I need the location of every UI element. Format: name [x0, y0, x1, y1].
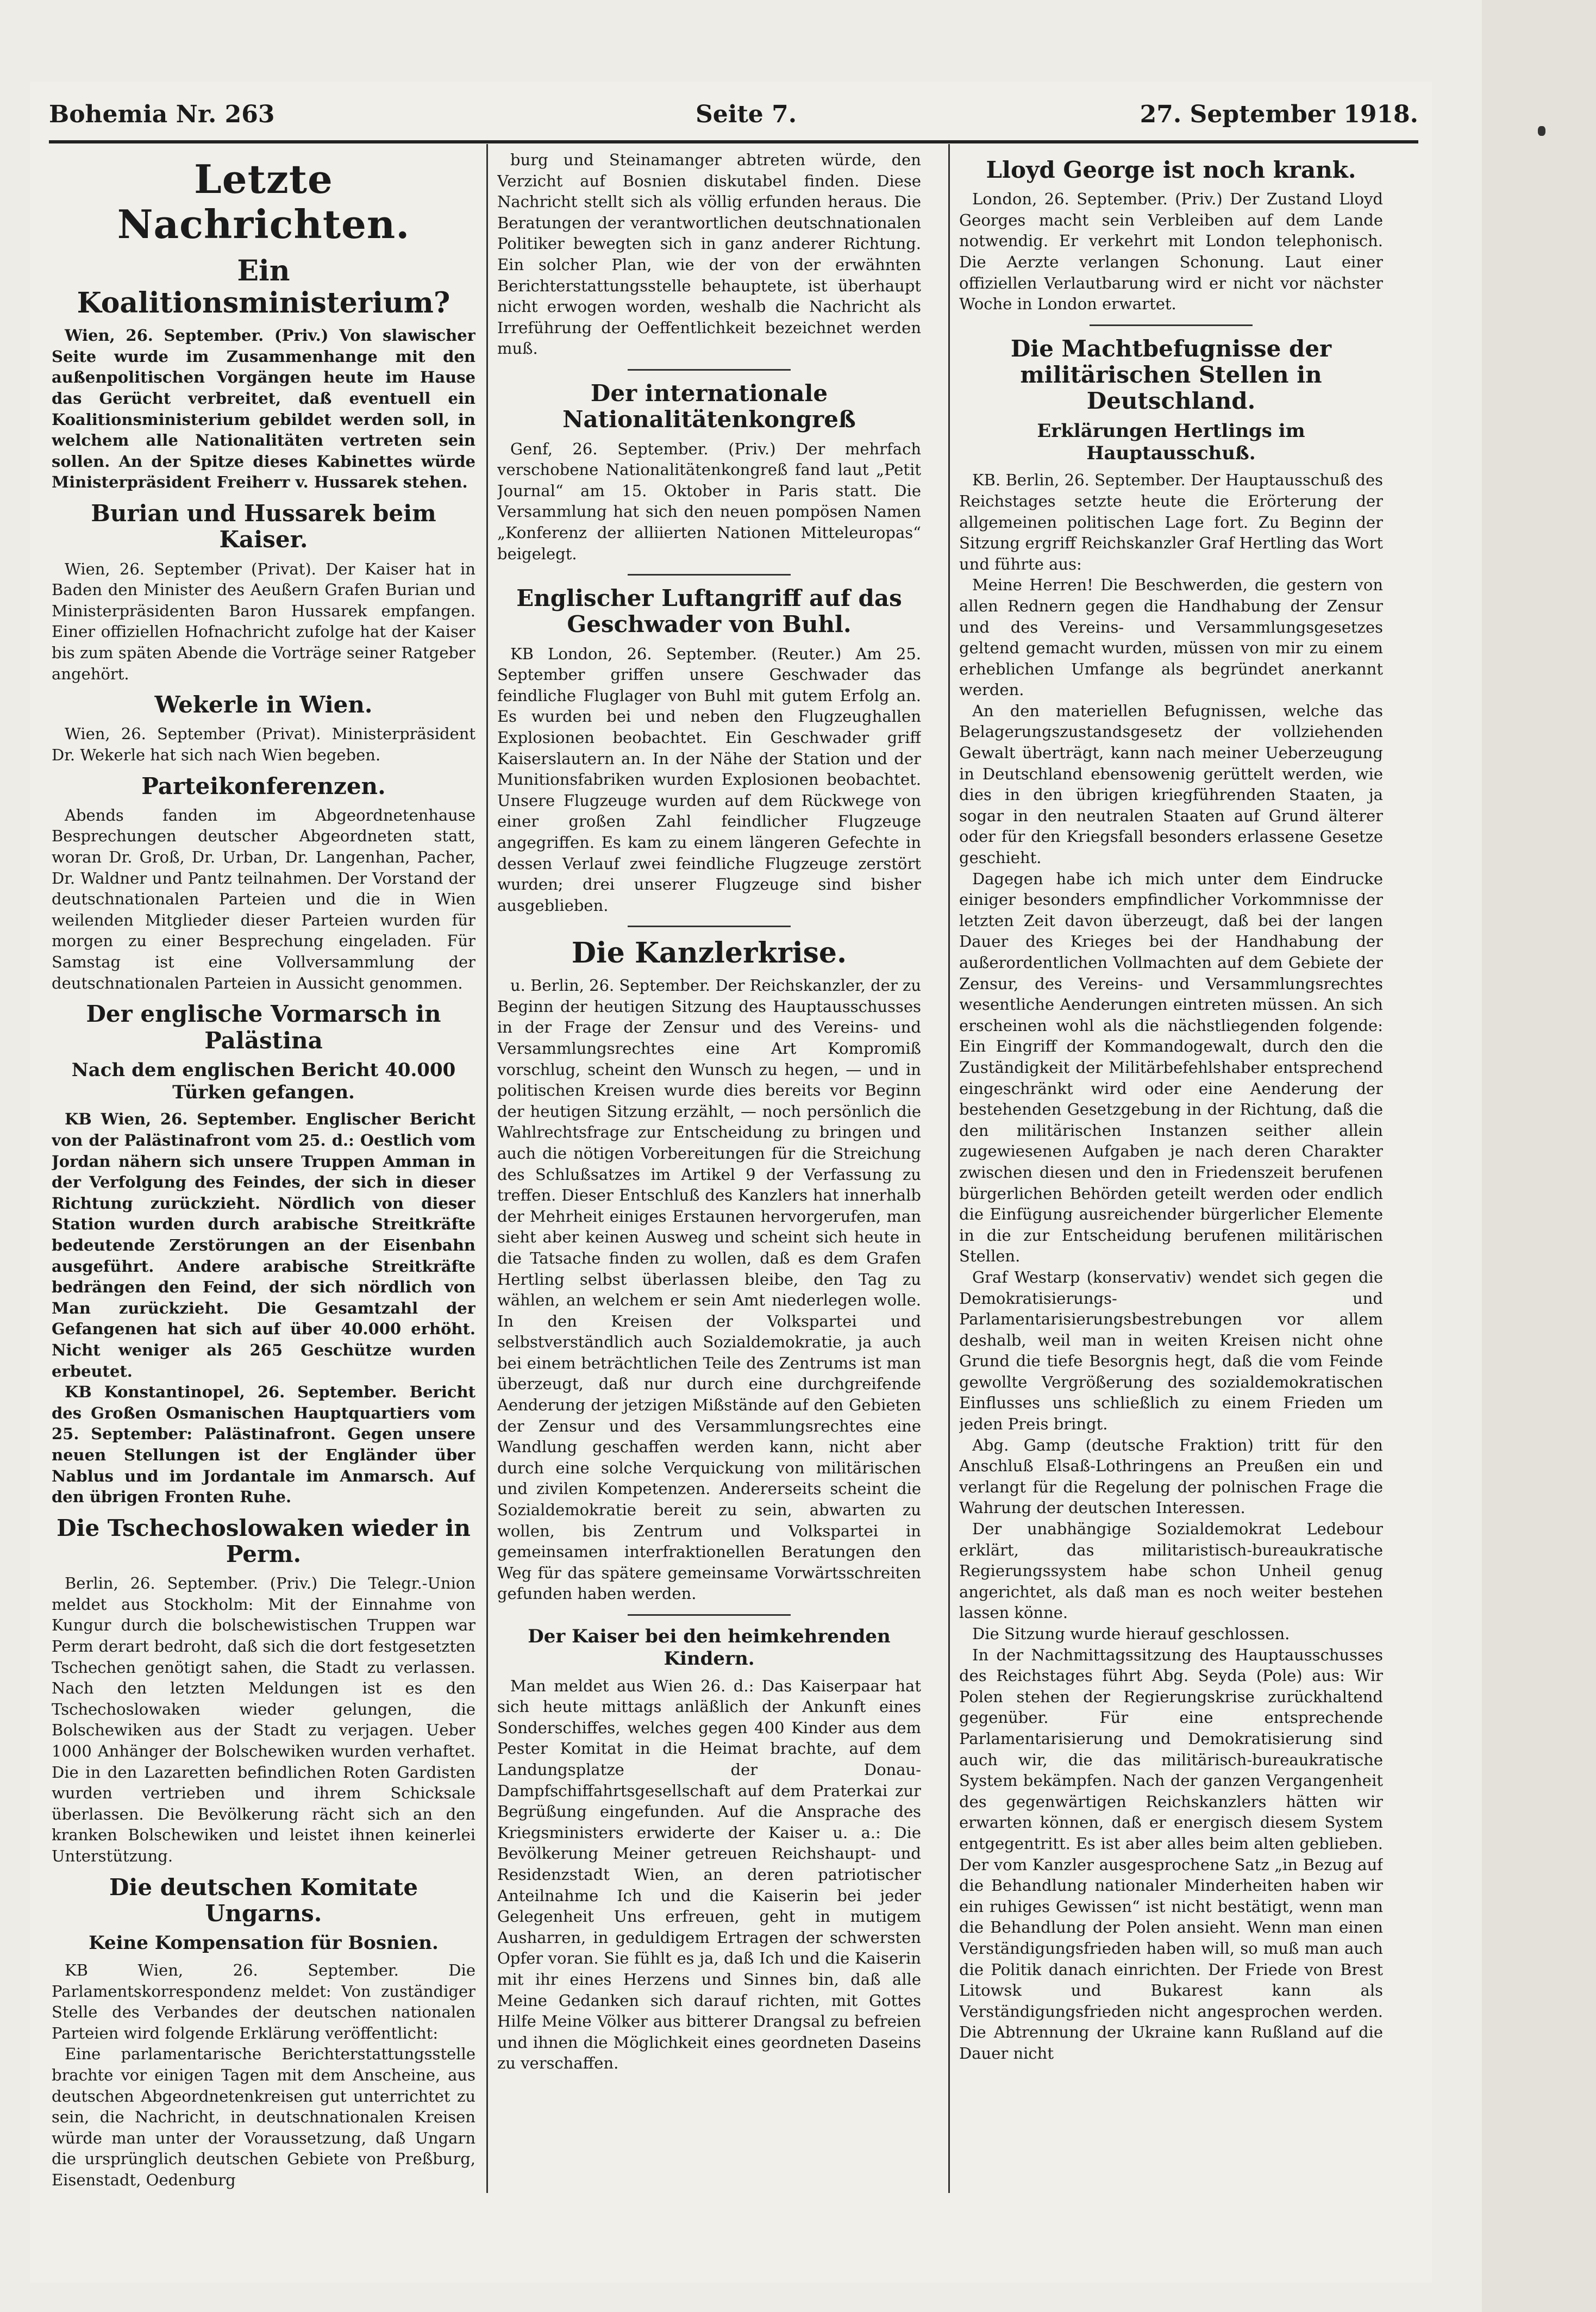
article-headline: Wekerle in Wien.: [154, 691, 373, 718]
header-rule: [49, 140, 1418, 143]
article-subheadline: Erklärungen Hertlings im Hauptausschuß.: [1037, 420, 1305, 464]
header-page-number: Seite 7.: [696, 101, 797, 128]
article-headline: Der englische Vormarsch in Palästina: [86, 1001, 441, 1054]
article-separator: [628, 1614, 791, 1616]
article-headline: Die Machtbefugnisse der militärischen Stellen in Deutschland.: [1010, 335, 1332, 415]
column-3: [959, 149, 1383, 2193]
article-headline: Der internationale Nationalitätenkongreß: [562, 379, 856, 433]
article-headline: Die deutschen Komitate Ungarns.: [109, 1873, 418, 1927]
article-lead-headline: Der Kaiser bei den heimkehrenden Kindern.: [528, 1626, 891, 1670]
article-subheadline: Keine Kompensation für Bosnien.: [89, 1932, 439, 1954]
article-separator: [628, 369, 791, 371]
ink-spot: [1538, 126, 1545, 136]
column-1: [52, 149, 475, 2193]
article-headline: Englischer Luftangriff auf das Geschwader von Buhl.: [516, 585, 902, 638]
article-headline: Lloyd George ist noch krank.: [986, 157, 1356, 183]
article-body: u. Berlin, 26. September. Der Reichskanzler, der zu Beginn der heutigen Sitzung des Hauptausschusses in der Frage der Zensur und des Vereins- und Versammlungsrechtes eine Art Kompromiß vorschlug, scheint den Wunsch zu hegen, — und in politischen Kreisen wurde dies bereits vor Beginn der heutigen Sitzung erzählt, — noch persönlich die Wahlrechtsfrage zur Entscheidung zu bringen und auch die nötigen Vorbereitungen für die Streichung des Schlußsatzes im Artikel 9 der Verfassung zu treffen. Dieser Entschluß des Kanzlers hat innerhalb der Mehrheit einiges Erstaunen hervorgerufen, man sieht aber keinen Ausweg und scheint sich heute in die Tatsache finden zu wollen, daß es dem Grafen Hertling selbst überlassen bleibe, den Tag zu wählen, an welchem er sein Amt niederlegen wolle. In den Kreisen der Volkspartei und selbstverständlich auch Sozialdemokratie, ja auch bei einem beträchtlichen Teile des Zentrums ist man überzeugt, daß nur durch eine durchgreifende Aenderung der jetzigen Mißstände auf den Gebieten der Zensur und des Versammlungsrechtes eine Wandlung geschaffen werden kann, nicht aber durch eine solche Verquickung von militärischen und zivilen Kompetenzen. Andererseits scheint die Sozialdemokratie bereit zu sein, abwarten zu wollen, bis Zentrum und Volkspartei in gemeinsamen interfraktionellen Beratungen den Weg für das spätere gemeinsame Vorwärtsschreiten gefunden haben werden.: [497, 976, 921, 1603]
article-body: Genf, 26. September. (Priv.) Der mehrfach verschobene Nationalitätenkongreß fand laut „Petit Journal“ am 15. Oktober in Paris statt. Die Versammlung hat sich den neuen pompösen Namen „Konferenz der alliierten Nationen Mitteleuropas“ beigelegt.: [497, 439, 921, 563]
article-body: Man meldet aus Wien 26. d.: Das Kaiserpaar hat sich heute mittags anläßlich der Ankunft eines Sonderschiffes, welches gegen 400 Kinder aus dem Pester Komitat in die Heimat brachte, auf dem Landungsplatze der Donau-Dampfschiffahrtsgesellschaft auf dem Praterkai zur Begrüßung eingefunden. Auf die Ansprache des Kriegsministers erwiderte der Kaiser u. a.: Die Bevölkerung Meiner getreuen Reichshaupt- und Residenzstadt Wien, an deren patriotischer Anteilnahme Ich und die Kaiserin bei jeder Gelegenheit Uns erfreuen, geht in mutigem Ausharren, in geduldigem Ertragen der schwersten Opfer voran. Sie fühlt es ja, daß Ich und die Kaiserin mit ihr eines Herzens und Sinnes bin, daß alle Meine Gedanken sich darauf richten, mit Gottes Hilfe Meine Völker aus bitterer Drangsal zu befreien und ihnen die Möglichkeit eines geordneten Daseins zu verschaffen.: [497, 1676, 921, 2073]
article-headline: Parteikonferenzen.: [141, 772, 386, 799]
article-body: Wien, 26. September (Privat). Der Kaiser hat in Baden den Minister des Aeußern Grafen Burian und Ministerpräsidenten Baron Hussarek empfangen. Einer offiziellen Hofnachricht zufolge hat der Kaiser bis zum späten Abende die Vorträge seiner Ratgeber angehört.: [52, 559, 475, 683]
article-body: Wien, 26. September (Privat). Ministerpräsident Dr. Wekerle hat sich nach Wien begeben.: [52, 724, 475, 764]
article-separator: [1090, 324, 1253, 326]
article-separator: [628, 926, 791, 927]
article-body: KB London, 26. September. (Reuter.) Am 25. September griffen unsere Geschwader das feindliche Fluglager von Buhl mit gutem Erfolg an. Es wurden bei und neben den Flugzeughallen Explosionen beobachtet. Ein Geschwader griff Kaiserslautern an. In der Nähe der Station und der Munitionsfabriken wurden Explosionen beobachtet. Unsere Flugzeuge wurden auf dem Rückwege von einer großen Zahl feindlicher Flugzeuge angegriffen. Es kam zu einem längeren Gefechte in dessen Verlauf zwei feindliche Flugzeuge zerstört wurden; drei unserer Flugzeuge sind bisher ausgeblieben.: [497, 644, 921, 915]
column-rule-2: [948, 144, 950, 2193]
masthead-title: Letzte Nachrichten.: [117, 156, 410, 247]
article-headline: Die Tschechoslowaken wieder in Perm.: [57, 1514, 471, 1567]
article-subheadline: Nach dem englischen Bericht 40.000 Türken gefangen.: [71, 1059, 456, 1103]
article-separator: [628, 574, 791, 576]
page-header: [49, 95, 1418, 133]
article-continuation: burg und Steinamanger abtreten würde, den Verzicht auf Bosnien diskutabel finden. Diese Nachricht stellt sich als völlig erfunden heraus. Die Beratungen der verantwortlichen deutschnationalen Politiker bewegten sich in ganz anderer Richtung. Ein solcher Plan, wie der von der erwähnten Berichterstattungsstelle behauptete, ist überhaupt nicht erwogen worden, weshalb die Nachricht als Irreführung der Oeffentlichkeit bezeichnet werden muß.: [497, 151, 921, 358]
article-headline: Ein Koalitionsministerium?: [77, 254, 450, 320]
article-body: London, 26. September. (Priv.) Der Zustand Lloyd Georges macht sein Verbleiben auf dem Lande notwendig. Er verkehrt mit London telephonisch. Die Aerzte verlangen Schonung. Laut einer offiziellen Verlautbarung wird er nicht vor nächster Woche in London erwartet.: [959, 190, 1383, 314]
column-rule-1: [486, 144, 488, 2193]
column-2: [497, 149, 921, 2193]
article-body: Abends fanden im Abgeordnetenhause Besprechungen deutscher Abgeordneten statt, woran Dr. Groß, Dr. Urban, Dr. Langenhan, Pacher, Dr. Waldner und Pantz teilnahmen. Der Vorstand der deutschnationalen Parteien und die in Wien weilenden Mitglieder dieser Parteien wurden für morgen zu einer Besprechung eingeladen. Für Samstag ist eine Vollversammlung der deutschnationalen Parteien in Aussicht genommen.: [52, 805, 475, 992]
scan-edge: [1482, 0, 1596, 2312]
article-headline: Burian und Hussarek beim Kaiser.: [91, 499, 436, 553]
article-body: KB Wien, 26. September. Die Parlamentskorrespondenz meldet: Von zuständiger Stelle des Verbandes der deutschen nationalen Parteien wird folgende Erklärung veröffentlicht: Eine parlamentarische Berichterstattungsstelle brachte vor einigen Tagen mit dem Anscheine, aus deutschen Abgeordnetenkreisen gut unterrichtet zu sein, die Nachricht, in deutschnationalen Kreisen würde man unter der Voraussetzung, daß Ungarn die ursprünglich deutschen Gebiete von Preßburg, Eisenstadt, Oedenburg: [52, 1960, 475, 2189]
article-body: Berlin, 26. September. (Priv.) Die Telegr.-Union meldet aus Stockholm: Mit der Einnahme von Kungur durch die bolschewistischen Truppen war Perm derart bedroht, daß sich die dort festgesetzten Tschechen genötigt sahen, die Stadt zu verlassen. Nach den letzten Meldungen ist es den Tschechoslowaken wieder gelungen, die Bolschewiken aus der Stadt zu verjagen. Ueber 1000 Anhänger der Bolschewiken wurden verhaftet. Die in den Lazaretten befindlichen Roten Gardisten wurden vertrieben und ihrem Schicksale überlassen. Die Bevölkerung rächt sich an den kranken Bolschewiken und leistet ihnen keinerlei Unterstützung.: [52, 1574, 475, 1865]
article-body: Wien, 26. September. (Priv.) Von slawischer Seite wurde im Zusammenhange mit den außenpolitischen Vorgängen heute im Hause das Gerücht verbreitet, daß eventuell ein Koalitionsministerium gebildet werden soll, in welchem alle Nationalitäten vertreten sein sollen. An der Spitze dieses Kabinettes würde Ministerpräsident Freiherr v. Hussarek stehen.: [52, 326, 475, 492]
header-issue: Bohemia Nr. 263: [49, 101, 275, 128]
article-headline: Die Kanzlerkrise.: [571, 936, 847, 970]
article-body: KB. Berlin, 26. September. Der Hauptausschuß des Reichstages setzte heute die Erörterung der allgemeinen politischen Lage fort. Zu Beginn der Sitzung ergriff Reichskanzler Graf Hertling das Wort und führte aus: Meine Herren! Die Beschwerden, die gestern von allen Rednern gegen die Handhabung der Zensur und des Vereins- und Versammlungsgesetzes geltend gemacht wurden, müssen von mir zu einem erheblichen Umfange als begründet anerkannt werden. An den materiellen Befugnissen, welche das Belagerungszustandsgesetz der vollziehenden Gewalt überträgt, kann nach meiner Ueberzeugung in Deutschland ebensowenig gerüttelt werden, wie dies in den übrigen kriegführenden Staaten, ja sogar in den neutralen Staaten auf Grund älterer oder für den Kriegsfall besonders erlassene Gesetze geschieht. Dagegen habe ich mich unter dem Eindrucke einiger besonders empfindlicher Vorkommnisse der letzten Zeit davon überzeugt, daß bei der langen Dauer des Krieges bei der Handhabung der außerordentlichen Vollmachten auf dem Gebiete der Zensur, des Vereins- und Versammlungsrechtes wesentliche Aenderungen eintreten müssen. An sich erscheinen wohl als die nächstliegenden folgende: Ein Eingriff der Kommandogewalt, durch den die Zuständigkeit der Militärbefehlshaber entsprechend eingeschränkt wird oder eine Aenderung der bestehenden Gesetzgebung in der Richtung, daß die den militärischen Instanzen seither allein zugewiesenen Aufgaben je nach deren Charakter zwischen diesen und den in Friedenszeit berufenen bürgerlichen Behörden geteilt werden oder endlich die Einfügung ausreichender bürgerlicher Elemente in die zur Entscheidung berufenen militärischen Stellen. Graf Westarp (konservativ) wendet sich gegen die Demokratisierungs- und Parlamentarisierungsbestrebungen vor allem deshalb, weil man in weiten Kreisen nicht ohne Grund die tiefe Besorgnis hegt, daß die vom Feinde gewollte Vergrößerung des sozialdemokratischen Einflusses uns schließlich zu einem Frieden um jeden Preis bringt. Abg. Gamp (deutsche Fraktion) tritt für den Anschluß Elsaß-Lothringens an Preußen ein und verlangt für die Regelung der polnischen Frage die Wahrung der deutschen Interessen. Der unabhängige Sozialdemokrat Ledebour erklärt, das militaristisch-bureaukratische Regierungssystem habe schon Unheil genug angerichtet, als daß man es noch weiter bestehen lassen könne. Die Sitzung wurde hierauf geschlossen. In der Nachmittagssitzung des Hauptausschusses des Reichstages führt Abg. Seyda (Pole) aus: Wir Polen stehen der Regierungskrise zurückhaltend gegenüber. Für eine entsprechende Parlamentarisierung und Demokratisierung sind auch wir, die das militärisch-bureaukratische System bekämpfen. Nach der ganzen Vergangenheit des gegenwärtigen Reichskanzlers hätten wir erwarten können, daß er energisch diesem System entgegentritt. Es ist aber alles beim alten geblieben. Der vom Kanzler ausgesprochene Satz „in Bezug auf die Behandlung nationaler Minderheiten haben wir ein ruhiges Gewissen“ ist nicht bestätigt, wenn man die Behandlung der Polen ansieht. Wenn man einen Verständigungsfrieden haben will, so muß man auch die Politik danach einrichten. Der Friede von Brest Litowsk und Bukarest kann als Verständigungsfrieden nicht angesprochen werden. Die Abtrennung der Ukraine kann Rußland auf die Dauer nicht: [959, 471, 1383, 2063]
header-date: 27. September 1918.: [1140, 101, 1418, 128]
article-body: KB Wien, 26. September. Englischer Bericht von der Palästinafront vom 25. d.: Oestlich vom Jordan nähern sich unsere Truppen Amman in der Verfolgung des Feindes, der sich in dieser Richtung zurückzieht. Nördlich von dieser Station wurden durch arabische Streitkräfte bedeutende Zerstörungen an der Eisenbahn ausgeführt. Andere arabische Streitkräfte bedrängen den Feind, der sich nördlich von Man zurückzieht. Die Gesamtzahl der Gefangenen hat sich auf über 40.000 erhöht. Nicht weniger als 265 Geschütze wurden erbeutet. KB Konstantinopel, 26. September. Bericht des Großen Osmanischen Hauptquartiers vom 25. September: Palästinafront. Gegen unsere neuen Stellungen ist der Engländer über Nablus und im Jordantale im Anmarsch. Auf den übrigen Fronten Ruhe.: [52, 1110, 475, 1507]
